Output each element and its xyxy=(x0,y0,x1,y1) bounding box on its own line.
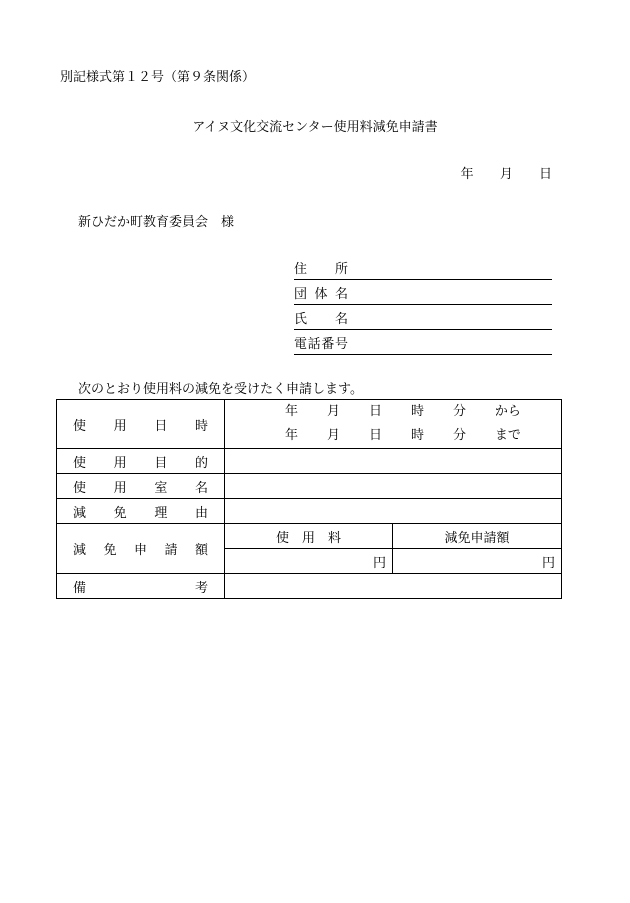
date-month: 月 xyxy=(499,167,513,182)
reduction-yen-unit: 円 xyxy=(541,555,555,571)
datetime-from-row: 年 月 日 時 分 から xyxy=(285,404,521,419)
form-number: 別記様式第１２号（第９条関係） xyxy=(60,70,256,85)
fee-yen-unit: 円 xyxy=(372,555,386,571)
address-label: 住 所 xyxy=(294,262,348,277)
reason-field[interactable] xyxy=(225,499,562,524)
remarks-field[interactable] xyxy=(225,574,562,599)
reduction-header: 減免申請額 xyxy=(393,524,562,549)
name-label: 氏 名 xyxy=(294,312,348,327)
datetime-to-row: 年 月 日 時 分 まで xyxy=(285,428,521,443)
date-year: 年 xyxy=(460,167,474,182)
intro-text: 次のとおり使用料の減免を受けたく申請します。 xyxy=(78,382,363,397)
reason-label: 減 免 理 由 xyxy=(57,499,225,524)
purpose-label: 使 用 目 的 xyxy=(57,449,225,474)
purpose-field[interactable] xyxy=(225,449,562,474)
reduction-amount-field[interactable] xyxy=(393,549,562,574)
requested-amount-label: 減 免 申 請 額 xyxy=(57,524,225,574)
addressee: 新ひだか町教育委員会 様 xyxy=(78,215,235,230)
date-day: 日 xyxy=(538,167,552,182)
phone-field[interactable] xyxy=(294,331,552,355)
use-datetime-label: 使 用 日 時 xyxy=(57,400,225,449)
phone-label: 電 話 番 号 xyxy=(294,337,348,352)
address-field[interactable] xyxy=(294,256,552,280)
room-label: 使 用 室 名 xyxy=(57,474,225,499)
application-table xyxy=(56,399,562,599)
use-datetime-field[interactable] xyxy=(225,400,562,449)
group-name-label: 団 体 名 xyxy=(294,287,348,302)
applicant-block xyxy=(294,256,552,356)
room-field[interactable] xyxy=(225,474,562,499)
remarks-label: 備 考 xyxy=(57,574,225,599)
document-title: アイヌ文化交流センター使用料減免申請書 xyxy=(192,120,438,135)
fee-amount-field[interactable] xyxy=(225,549,393,574)
fee-header: 使 用 料 xyxy=(225,524,393,549)
name-field[interactable] xyxy=(294,306,552,330)
date-line xyxy=(439,163,552,182)
group-name-field[interactable] xyxy=(294,281,552,305)
